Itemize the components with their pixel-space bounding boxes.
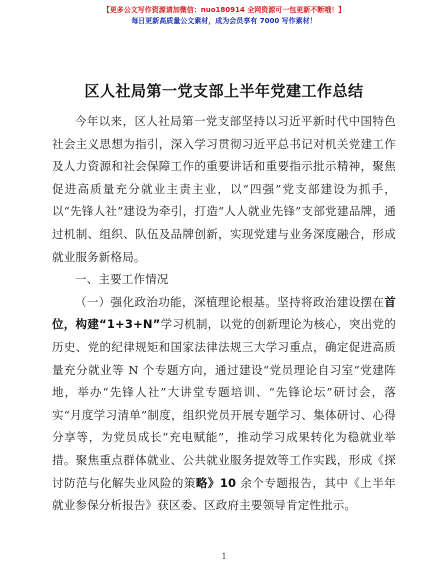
- document-body: [52, 110, 396, 517]
- bold-phrase: 首位，构建“1+3+N”: [52, 294, 396, 332]
- paragraph-middle-text: 学习机制，以党的创新理论为核心，突出党的历史、党的纪律规矩和国家法律法规三大学习重点，确定促进高质量充分就业等 N 个专题方向，通过建设“党员理论自习室”党建阵地，举办“先锋人社”大讲堂专题培训、“先锋论坛”研讨会，落实“月度学习清单”制度，组织党员开展专题学习、集体研讨、心得分享等，为党员成长“充电赋能”，推动学习成果转化为稳就业举措。聚焦重点群体就业、公共就业服务提效等工作实践，形成《探讨防范与化解失业风险的策: [52, 317, 396, 490]
- body-paragraph: [52, 291, 396, 517]
- paragraph-lead-text: （一）强化政治功能，深植理论根基。坚持将政治建设摆在: [75, 294, 385, 309]
- promo-banner-line-1: 【更多公文写作资源请加微信：nuo180914 全网资源可一包更新不断哦！】: [102, 6, 346, 14]
- promo-banner: [0, 5, 448, 27]
- bold-phrase: 略》10: [195, 475, 237, 490]
- promo-banner-line-2: 每日更新高质量公文素材，成为会员享有 7000 写作素材！: [131, 17, 317, 25]
- section-heading: 一、主要工作情况: [75, 272, 169, 287]
- paragraph-tail-text: 余个专题报告，其中《上半年就业参保分析报告》获区委、区政府主要领导肯定性批示。: [52, 475, 396, 513]
- document-title: 区人社局第一党支部上半年党建工作总结: [84, 82, 364, 100]
- intro-paragraph: 今年以来，区人社局第一党支部坚持以习近平新时代中国特色社会主义思想为指引，深入学习贯彻习近平总书记对机关党建工作及人力资源和社会保障工作的重要讲话和重要指示批示精神，聚焦促进高质量充分就业主责主业，以“四强”党支部建设为抓手，以“先锋人社”建设为牵引，打造“人人就业先锋”支部党建品牌，通过机制、组织、队伍及品牌创新，实现党建与业务深度融合，形成就业服务新格局。: [52, 114, 396, 264]
- page-number: 1: [221, 552, 227, 561]
